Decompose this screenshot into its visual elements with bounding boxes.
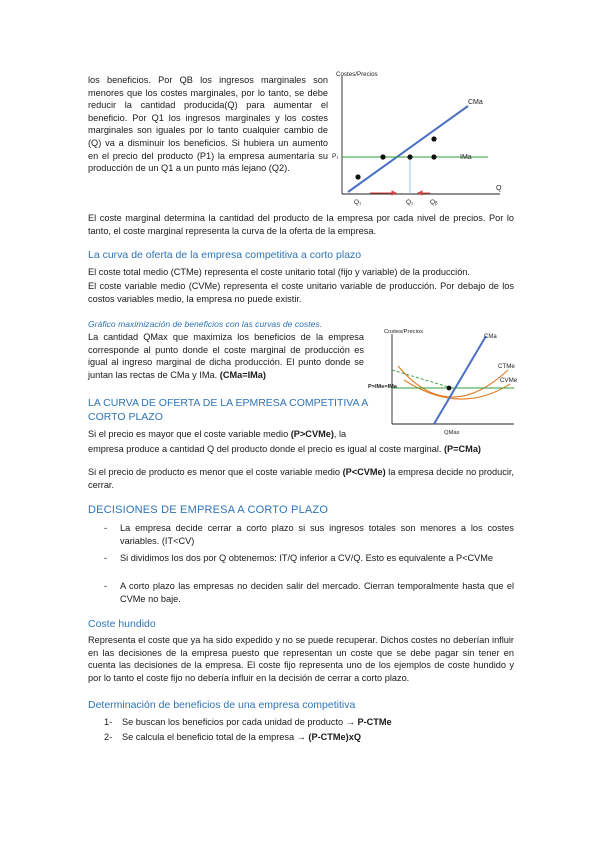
list-bullet: - — [104, 581, 108, 591]
step-number: 1- — [104, 717, 113, 727]
point-ima-high — [431, 154, 436, 159]
q-label-1: Q₁ — [354, 199, 362, 206]
profit-step-1: Se buscan los beneficios por cada unidad de producto → P-CTMe — [122, 717, 392, 727]
conclusion-paragraph: El coste marginal determina la cantidad del producto de la empresa por cada nivel de precios. Por lo tanto, el coste marginal representa la curva de la oferta de la empresa. — [88, 213, 514, 236]
cvme-curve — [404, 380, 510, 399]
price-label: P₁ — [332, 153, 339, 160]
point-low — [355, 174, 360, 179]
profit-step-2: Se calcula el beneficio total de la empresa → (P-CTMe)xQ — [122, 732, 361, 742]
section-heading-short-run-1: LA CURVA DE OFERTA DE LA EPMRESA COMPETITIVA A — [88, 397, 369, 409]
equilibrium-point — [447, 386, 452, 391]
y-axis-label: Costes/Precios — [384, 329, 423, 335]
decision-item-1: La empresa decide cerrar a corto plazo si sus ingresos totales son menores a los costes variables. (IT<CV) — [120, 523, 514, 546]
qmax-label: QMax — [444, 430, 460, 436]
ima-label: IMa — [460, 154, 472, 161]
x-axis-label: Q — [496, 185, 502, 192]
decision-item-2: Si dividimos los dos por Q obtenemos: IT/Q inferior a CV/Q. Esto es equivalente a P<CVMe — [120, 553, 494, 563]
cvme-label: CVMe — [500, 377, 518, 384]
q-label-3: Qᵦ — [430, 199, 438, 206]
qmax-bold: (CMa=IMa) — [219, 369, 266, 380]
cma-line — [434, 336, 486, 424]
short-run-line-1: Si el precio es mayor que el coste variable medio (P>CVMe), la — [88, 429, 347, 439]
figure-cost-curves-chart — [368, 326, 518, 438]
section-heading-short-run-2: CORTO PLAZO — [88, 411, 163, 423]
price-line-label: P=IMe=IMa — [368, 384, 397, 390]
short-run-paragraph-3: Si el precio de producto es menor que el coste variable medio (P<CVMe) la empresa decide no producir, cerrar. — [88, 467, 514, 490]
cma-label: CMa — [484, 334, 497, 340]
step-number: 2- — [104, 732, 113, 742]
section-heading-profit: Determinación de beneficios de una empresa competitiva — [88, 699, 356, 711]
cma-label: CMa — [468, 99, 483, 106]
ctme-label: CTMe — [498, 363, 515, 370]
section-heading-decisions: DECISIONES DE EMPRESA A CORTO PLAZO — [88, 504, 329, 516]
cvme-paragraph: El coste variable medio (CVMe) representa el coste unitario variable de producción. Por debajo de los costos variables medio, la empresa no puede existir. — [88, 281, 514, 304]
figure-cma-ima-chart — [330, 68, 510, 208]
y-axis-label: Costes/Precios — [336, 71, 378, 78]
list-bullet: - — [104, 523, 108, 533]
section-heading-sunk-cost: Coste hundido — [88, 618, 156, 630]
point-equilibrium — [407, 154, 412, 159]
point-cma-low — [380, 154, 385, 159]
decision-item-3: A corto plazo las empresas no deciden salir del mercado. Cierran temporalmente hasta que el CVMe no baje. — [120, 581, 514, 604]
sunk-cost-paragraph: Representa el coste que ya ha sido expedido y no se puede recuperar. Dichos costes no deberían influir en las decisiones de la empresa puesto que representan un coste que se debe pagar sin tener en cuenta las decisiones de la empresa. El coste fijo representa uno de los ejemplos de coste hundido y por lo tanto el coste fijo no debería influir en la decisión de cerrar a corto plazo. — [88, 635, 514, 683]
q-label-2: Q₁ — [406, 199, 414, 206]
short-run-line-2: empresa produce a cantidad Q del producto donde el precio es igual al coste marginal. (P=CMa) — [88, 444, 481, 454]
ima-dashed-line — [392, 370, 452, 388]
list-bullet: - — [104, 553, 108, 563]
section-heading-supply: La curva de oferta de la empresa competitiva a corto plazo — [88, 249, 362, 261]
ctme-paragraph: El coste total medio (CTMe) representa el coste unitario total (fijo y variable) de la producción. — [88, 267, 470, 277]
qmax-paragraph — [88, 331, 364, 381]
qmax-text: La cantidad QMax que maximiza los beneficios de la empresa corresponde al punto donde el coste marginal de producción es igual al ingreso marginal de dicha producción. El punto donde se juntan las rectas de CMa y IMa. — [88, 332, 364, 380]
intro-paragraph: los beneficios. Por QB los ingresos marginales son menores que los costes marginales, por lo tanto, se debe reducir la cantidad producida(Q) para aumentar el beneficio. Por Q1 los ingresos marginales y los costes marginales son iguales por lo tanto cualquier cambio de (Q) va a disminuir los beneficios. Si hubiera un aumento en el precio del producto (P1) la empresa aumentaría su producción de un Q1 a un punto más lejano (Q2). — [88, 75, 328, 174]
point-cma-high — [431, 136, 436, 141]
figure2-caption: Gráfico maximización de beneficios con las curvas de costes. — [88, 319, 323, 329]
cma-line — [348, 106, 468, 192]
